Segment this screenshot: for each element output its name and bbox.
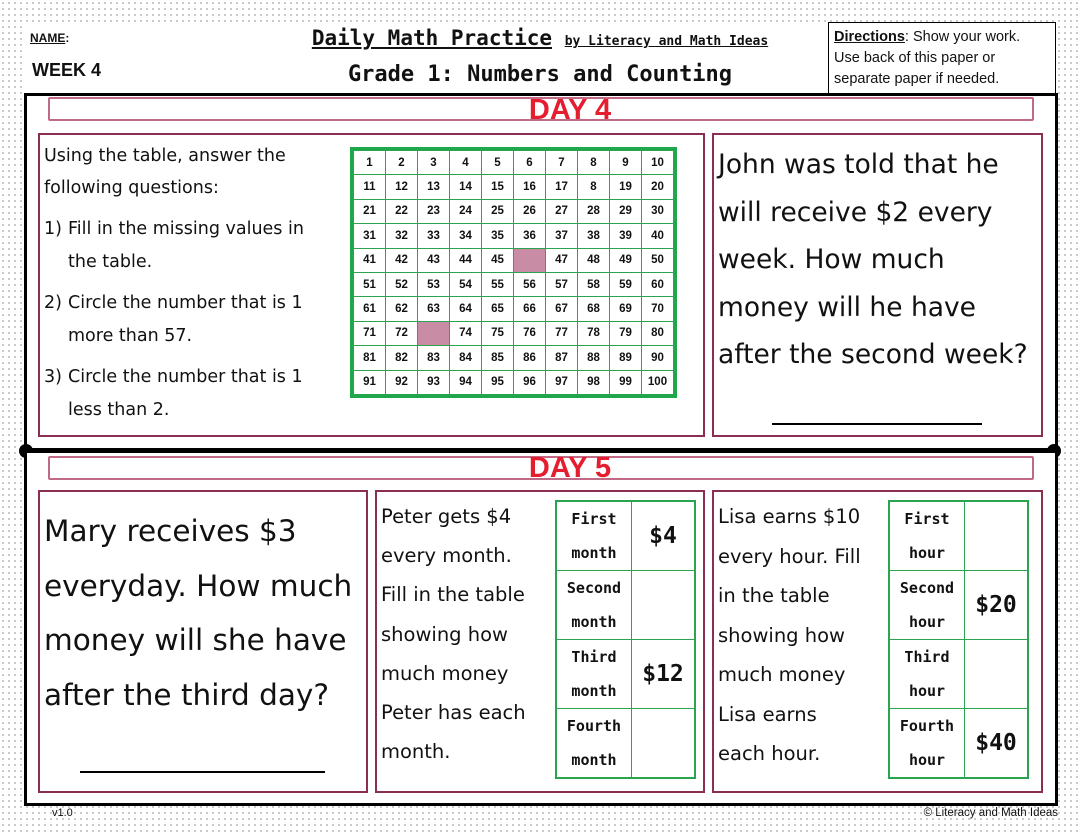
number-cell[interactable]: 97 (546, 370, 578, 394)
number-cell[interactable]: 23 (418, 199, 450, 223)
lisa-table-wrap (888, 500, 1029, 779)
number-cell[interactable]: 71 (354, 321, 386, 345)
number-cell[interactable]: 61 (354, 297, 386, 321)
number-cell[interactable]: 74 (450, 321, 482, 345)
number-cell[interactable]: 11 (354, 175, 386, 199)
number-cell[interactable]: 36 (514, 224, 546, 248)
peter-period-label (556, 709, 632, 779)
number-cell[interactable]: 5 (482, 151, 514, 175)
page-title: Daily Math Practice by Literacy and Math Ideas (311, 26, 769, 50)
number-cell[interactable]: 39 (610, 224, 642, 248)
number-cell[interactable]: 87 (546, 346, 578, 370)
number-cell[interactable]: 10 (642, 151, 674, 175)
number-cell[interactable]: 50 (642, 248, 674, 272)
number-cell[interactable]: 43 (418, 248, 450, 272)
number-cell[interactable]: 84 (450, 346, 482, 370)
number-cell[interactable]: 15 (482, 175, 514, 199)
peter-period-label (556, 501, 632, 571)
peter-value-cell[interactable] (632, 709, 696, 779)
number-cell[interactable]: 67 (546, 297, 578, 321)
day5-question1-text: Mary receives $3 everyday. How much money will she have after the third day? (44, 514, 353, 712)
directions-box: Directions: Show your work. Use back of this paper or separate paper if needed. (828, 22, 1056, 94)
number-cell[interactable]: 77 (546, 321, 578, 345)
peter-row (556, 571, 695, 640)
peter-period-word: Fourth (566, 717, 622, 735)
hundreds-row (354, 297, 674, 321)
hundreds-table (353, 150, 674, 395)
number-cell[interactable]: 68 (578, 297, 610, 321)
name-week-box (26, 22, 231, 94)
number-cell[interactable]: 66 (514, 297, 546, 321)
number-cell[interactable]: 56 (514, 272, 546, 296)
day5-question2-text: Peter gets $4 every month. Fill in the table showing how much money Peter has each month. (381, 497, 543, 771)
peter-period-unit: month (571, 751, 617, 769)
lisa-period-word: First (904, 510, 950, 528)
day4-label: DAY 4 (528, 94, 612, 126)
number-cell[interactable]: 99 (610, 370, 642, 394)
number-cell[interactable]: 30 (642, 199, 674, 223)
number-cell[interactable]: 94 (450, 370, 482, 394)
number-cell[interactable]: 92 (386, 370, 418, 394)
peter-table-wrap (555, 500, 696, 779)
lisa-row (889, 640, 1028, 709)
number-cell[interactable]: 69 (610, 297, 642, 321)
lisa-table (888, 500, 1029, 779)
version-label: v1.0 (52, 807, 73, 819)
number-cell[interactable]: 49 (610, 248, 642, 272)
peter-period-label (556, 640, 632, 709)
number-cell[interactable]: 95 (482, 370, 514, 394)
lisa-period-unit: hour (908, 544, 946, 562)
number-cell[interactable]: 72 (386, 321, 418, 345)
number-cell[interactable]: 83 (418, 346, 450, 370)
day5-label: DAY 5 (528, 452, 612, 484)
number-cell[interactable]: 12 (386, 175, 418, 199)
number-cell[interactable]: 9 (610, 151, 642, 175)
number-cell[interactable]: 70 (642, 297, 674, 321)
number-cell[interactable]: 1 (354, 151, 386, 175)
week-label: WEEK 4 (32, 60, 102, 80)
number-cell[interactable]: 64 (450, 297, 482, 321)
missing-cell[interactable] (514, 248, 546, 272)
peter-value-cell: $12 (632, 640, 696, 709)
number-cell[interactable]: 52 (386, 272, 418, 296)
number-cell[interactable]: 13 (418, 175, 450, 199)
number-cell[interactable]: 33 (418, 224, 450, 248)
hundreds-chart (350, 147, 677, 398)
lisa-period-label (889, 709, 965, 779)
byline: by Literacy and Math Ideas (564, 34, 769, 49)
number-cell[interactable]: 82 (386, 346, 418, 370)
number-cell[interactable]: 42 (386, 248, 418, 272)
title-block (230, 22, 850, 94)
number-cell[interactable]: 55 (482, 272, 514, 296)
number-cell[interactable]: 27 (546, 199, 578, 223)
number-cell[interactable]: 60 (642, 272, 674, 296)
lisa-value-cell[interactable] (965, 501, 1029, 571)
peter-row (556, 501, 695, 571)
number-cell[interactable]: 8 (578, 175, 610, 199)
lisa-row (889, 501, 1028, 571)
number-cell[interactable]: 29 (610, 199, 642, 223)
number-cell[interactable]: 17 (546, 175, 578, 199)
number-cell[interactable]: 76 (514, 321, 546, 345)
number-cell[interactable]: 44 (450, 248, 482, 272)
number-cell[interactable]: 54 (450, 272, 482, 296)
hundreds-row (354, 272, 674, 296)
number-cell[interactable]: 8 (578, 151, 610, 175)
lisa-value-cell[interactable] (965, 640, 1029, 709)
peter-period-word: Second (566, 579, 622, 597)
number-cell[interactable]: 45 (482, 248, 514, 272)
number-cell[interactable]: 38 (578, 224, 610, 248)
hundreds-row (354, 199, 674, 223)
number-cell[interactable]: 93 (418, 370, 450, 394)
number-cell[interactable]: 100 (642, 370, 674, 394)
hundreds-row (354, 224, 674, 248)
number-cell[interactable]: 57 (546, 272, 578, 296)
page-subtitle: Grade 1: Numbers and Counting (347, 62, 733, 87)
number-cell[interactable]: 96 (514, 370, 546, 394)
number-cell[interactable]: 20 (642, 175, 674, 199)
number-cell[interactable]: 53 (418, 272, 450, 296)
number-cell[interactable]: 85 (482, 346, 514, 370)
peter-period-word: Third (571, 648, 617, 666)
lisa-period-label (889, 571, 965, 640)
hundreds-row (354, 175, 674, 199)
number-cell[interactable]: 4 (450, 151, 482, 175)
number-cell[interactable]: 2 (386, 151, 418, 175)
number-cell[interactable]: 34 (450, 224, 482, 248)
number-cell[interactable]: 19 (610, 175, 642, 199)
lisa-period-label (889, 501, 965, 571)
peter-table (555, 500, 696, 779)
number-cell[interactable]: 37 (546, 224, 578, 248)
day4-question2-text: John was told that he will receive $2 every week. How much money will he have after the second week? (718, 149, 1028, 370)
number-cell[interactable]: 16 (514, 175, 546, 199)
number-cell[interactable]: 88 (578, 346, 610, 370)
number-cell[interactable]: 65 (482, 297, 514, 321)
number-cell[interactable]: 59 (610, 272, 642, 296)
hundreds-row (354, 370, 674, 394)
number-cell[interactable]: 75 (482, 321, 514, 345)
lisa-value-cell: $20 (965, 571, 1029, 640)
lisa-period-unit: hour (908, 751, 946, 769)
day5-answer-line[interactable] (80, 771, 325, 773)
lisa-period-word: Fourth (899, 717, 955, 735)
lisa-row (889, 709, 1028, 779)
number-cell[interactable]: 91 (354, 370, 386, 394)
number-cell[interactable]: 22 (386, 199, 418, 223)
day4-question1-text: Using the table, answer the following questions: 1) Fill in the missing values in the table. 2) Circle the number that is 1 more than 57. 3) Circle the number that is 1 less than 2. (44, 146, 304, 420)
peter-period-unit: month (571, 544, 617, 562)
number-cell[interactable]: 48 (578, 248, 610, 272)
peter-value-cell: $4 (632, 501, 696, 571)
number-cell[interactable]: 3 (418, 151, 450, 175)
hundreds-row (354, 151, 674, 175)
number-cell[interactable]: 51 (354, 272, 386, 296)
number-cell[interactable]: 62 (386, 297, 418, 321)
lisa-period-label (889, 640, 965, 709)
number-cell[interactable]: 63 (418, 297, 450, 321)
number-cell[interactable]: 26 (514, 199, 546, 223)
hundreds-row (354, 321, 674, 345)
day5-question3-text: Lisa earns $10 every hour. Fill in the table showing how much money Lisa earns each hour. (718, 505, 861, 765)
number-cell[interactable]: 35 (482, 224, 514, 248)
number-cell[interactable]: 89 (610, 346, 642, 370)
peter-period-unit: month (571, 682, 617, 700)
peter-row (556, 709, 695, 779)
number-cell[interactable]: 32 (386, 224, 418, 248)
peter-row (556, 640, 695, 709)
number-cell[interactable]: 40 (642, 224, 674, 248)
number-cell[interactable]: 81 (354, 346, 386, 370)
number-cell[interactable]: 79 (610, 321, 642, 345)
number-cell[interactable]: 80 (642, 321, 674, 345)
peter-line-1: Peter gets $4 (381, 505, 512, 528)
lisa-value-cell: $40 (965, 709, 1029, 779)
number-cell[interactable]: 58 (578, 272, 610, 296)
lisa-period-word: Second (899, 579, 955, 597)
name-label[interactable]: NAME: (30, 31, 70, 45)
hundreds-row (354, 346, 674, 370)
number-cell[interactable]: 78 (578, 321, 610, 345)
peter-period-unit: month (571, 613, 617, 631)
number-cell[interactable]: 98 (578, 370, 610, 394)
peter-value-cell[interactable] (632, 571, 696, 640)
day4-answer-line[interactable] (772, 423, 982, 425)
lisa-period-unit: hour (908, 682, 946, 700)
lisa-row (889, 571, 1028, 640)
number-cell[interactable]: 24 (450, 199, 482, 223)
number-cell[interactable]: 47 (546, 248, 578, 272)
lisa-period-word: Third (904, 648, 950, 666)
number-cell[interactable]: 28 (578, 199, 610, 223)
peter-period-word: First (571, 510, 617, 528)
number-cell[interactable]: 31 (354, 224, 386, 248)
number-cell[interactable]: 86 (514, 346, 546, 370)
number-cell[interactable]: 21 (354, 199, 386, 223)
hundreds-row (354, 248, 674, 272)
number-cell[interactable]: 6 (514, 151, 546, 175)
number-cell[interactable]: 41 (354, 248, 386, 272)
missing-cell[interactable] (418, 321, 450, 345)
lisa-period-unit: hour (908, 613, 946, 631)
number-cell[interactable]: 7 (546, 151, 578, 175)
copyright-label: © Literacy and Math Ideas (923, 807, 1058, 819)
peter-period-label (556, 571, 632, 640)
number-cell[interactable]: 25 (482, 199, 514, 223)
number-cell[interactable]: 90 (642, 346, 674, 370)
number-cell[interactable]: 14 (450, 175, 482, 199)
